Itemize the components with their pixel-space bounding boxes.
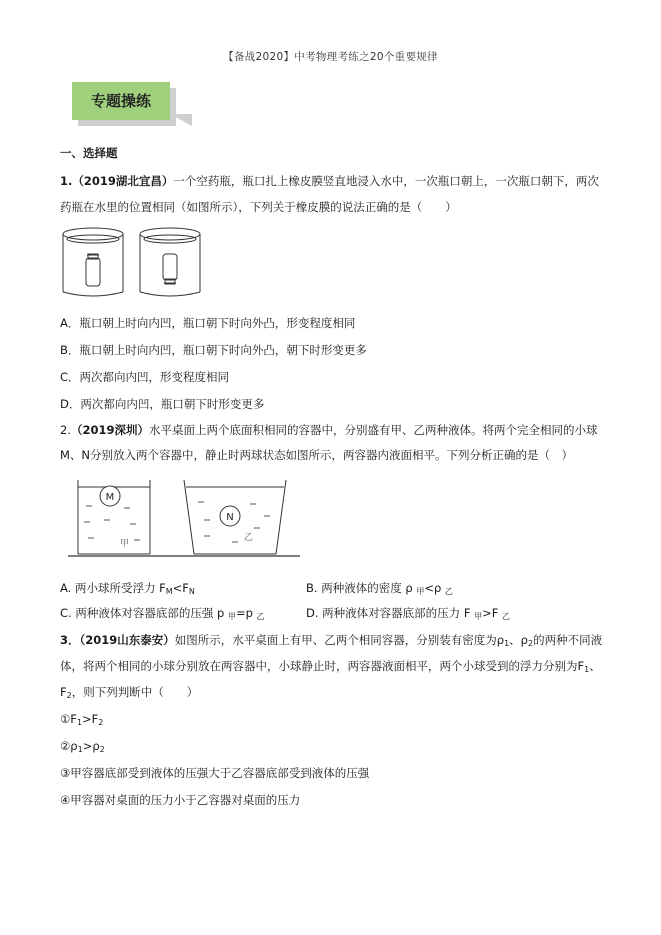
q1-option-b: B．瓶口朝上时向内凹，瓶口朝下时向外凸，朝下时形变更多 <box>60 343 367 357</box>
q1-line2: 药瓶在水里的位置相同（如图所示），下列关于橡皮膜的说法正确的是（ ） <box>60 200 457 214</box>
q3-line1: 3．（2019山东泰安）如图所示，水平桌面上有甲、乙两个相同容器，分别装有密度为$\rho_1$、$\rho_2$的两种不同液 <box>60 633 603 648</box>
q1-option-a: A．瓶口朝上时向内凹，瓶口朝下时向外凸，形变程度相同 <box>60 316 356 330</box>
q1-container-left <box>63 228 123 296</box>
section-title: 一、选择题 <box>60 146 118 160</box>
q1-number: 1. <box>60 174 73 188</box>
liquid-a-label: 甲 <box>120 539 130 549</box>
q3-number: 3． <box>60 633 80 647</box>
q3-source: （2019山东泰安） <box>79 633 175 647</box>
q1-line1 <box>60 172 599 190</box>
q1-option-c: C．两次都向内凹，形变程度相同 <box>60 370 230 384</box>
q1-container-right <box>140 228 200 296</box>
section-tag-label: 专题操练 <box>90 92 151 110</box>
q3-item-3: ③甲容器底部受到液体的压强大于乙容器底部受到液体的压强 <box>60 766 370 780</box>
q2-stem-1: 水平桌面上两个底面积相同的容器中，分别盛有甲、乙两种液体。将两个完全相同的小球 <box>149 423 598 437</box>
q2-option-b: B. 两种液体的密度 ρ $_甲$<ρ $_乙$ <box>306 581 453 596</box>
q3-item-4: ④甲容器对桌面的压力小于乙容器对桌面的压力 <box>60 793 301 807</box>
q2-line2: M、N分别放入两个容器中，静止时两球状态如图所示，两容器内液面相平。下列分析正确的是（ ） <box>60 448 574 462</box>
tag-shadow-corner <box>170 114 192 126</box>
q1-stem-1: 一个空药瓶，瓶口扎上橡皮膜竖直地浸入水中，一次瓶口朝上，一次瓶口朝下，两次 <box>173 174 599 188</box>
q3-line3: $F_2$，则下列判断中（ ） <box>60 685 199 700</box>
q2-source: （2019深圳） <box>70 423 149 437</box>
q1-figure-bottles <box>58 224 208 302</box>
q2-figure-containers <box>64 472 304 562</box>
q1-option-d: D．两次都向内凹，瓶口朝下时形变更多 <box>60 397 265 411</box>
liquid-b-label: 乙 <box>244 533 254 543</box>
ball-m-label: M <box>105 492 115 503</box>
q3-line2: 体，将两个相同的小球分别放在两容器中，小球静止时，两容器液面相平，两个小球受到的浮力分别为$F_1$、 <box>60 659 601 674</box>
q2-line1 <box>60 421 598 439</box>
q2-number: 2. <box>60 423 71 437</box>
page-header: 【备战2020】中考物理考练之20个重要规律 <box>223 51 438 63</box>
q2-option-c: C. 两种液体对容器底部的压强 p $_甲$=p $_乙$ <box>60 606 265 621</box>
q1-source: （2019湖北宜昌） <box>72 174 174 188</box>
q3-item-2: $②\rho_1>\rho_2$ <box>60 739 105 754</box>
q2-option-d: D. 两种液体对容器底部的压力 F $_甲$>F $_乙$ <box>306 606 510 621</box>
ball-n-label: N <box>226 512 234 523</box>
q2-option-a: A. 两小球所受浮力 $F_M<F_N$ <box>60 581 195 596</box>
q3-item-1: $①F_1>F_2$ <box>60 712 104 727</box>
